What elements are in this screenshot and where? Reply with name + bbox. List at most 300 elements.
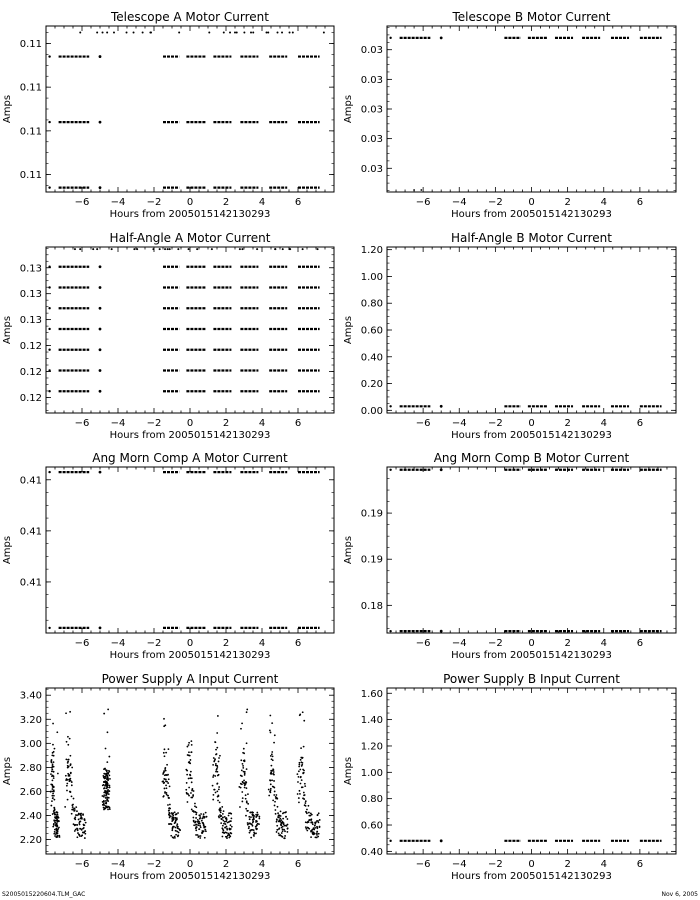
data-point	[190, 759, 192, 761]
data-point	[225, 831, 227, 833]
data-point	[166, 764, 168, 766]
data-point	[164, 748, 166, 750]
x-tick-label: 4	[600, 638, 607, 649]
data-point	[221, 836, 223, 838]
data-point	[85, 822, 87, 824]
data-point	[226, 829, 228, 831]
data-point	[318, 822, 320, 824]
data-point	[283, 829, 285, 831]
y-tick-label: 0.13	[19, 289, 42, 301]
data-point	[223, 810, 225, 812]
data-point	[52, 813, 54, 815]
data-point	[99, 55, 102, 58]
data-point	[227, 835, 229, 837]
x-tick-label: 2	[222, 638, 230, 649]
data-point	[242, 767, 244, 769]
data-point	[244, 771, 246, 773]
data-point	[275, 794, 277, 796]
data-point	[258, 816, 260, 818]
data-point	[289, 248, 291, 250]
data-points	[48, 32, 324, 189]
data-point	[54, 831, 56, 833]
data-point	[301, 765, 303, 767]
data-point	[99, 307, 102, 310]
data-point	[164, 724, 166, 726]
data-point	[105, 784, 107, 786]
data-point	[311, 814, 313, 816]
y-tick-label: 3.20	[19, 714, 42, 726]
data-point	[136, 248, 138, 250]
data-point	[163, 752, 165, 754]
data-point	[255, 816, 257, 818]
data-point	[282, 248, 284, 250]
data-point	[276, 798, 278, 800]
data-point	[319, 826, 321, 828]
data-point	[53, 807, 55, 809]
data-point	[256, 828, 258, 830]
x-tick-label: −6	[74, 418, 90, 429]
data-point	[74, 818, 76, 820]
data-point	[78, 814, 80, 816]
chart-title: Half-Angle A Motor Current	[109, 231, 271, 245]
x-tick-label: 2	[564, 418, 571, 429]
data-point	[253, 835, 255, 837]
data-point	[51, 769, 53, 771]
data-point	[304, 785, 306, 787]
data-point	[246, 742, 248, 744]
data-point	[270, 765, 272, 767]
data-point	[72, 804, 74, 806]
data-point	[220, 810, 222, 812]
data-point	[69, 755, 71, 757]
data-point	[217, 771, 219, 773]
data-point	[313, 833, 315, 835]
data-point	[174, 837, 176, 839]
chart-title: Ang Morn Comp A Motor Current	[92, 451, 288, 465]
data-point	[217, 782, 219, 784]
data-point	[257, 814, 259, 816]
y-axis-label: Amps	[2, 535, 13, 565]
data-point	[241, 769, 243, 771]
data-points	[389, 839, 661, 842]
data-point	[277, 812, 279, 814]
data-point	[247, 793, 249, 795]
data-point	[310, 836, 312, 838]
y-tick-label: 0.03	[360, 104, 383, 116]
data-point	[199, 815, 201, 817]
data-point	[299, 762, 301, 764]
data-point	[230, 813, 232, 815]
data-point	[323, 32, 325, 34]
y-tick-label: 1.20	[360, 245, 383, 257]
data-point	[212, 785, 214, 787]
data-points	[48, 471, 319, 630]
data-point	[230, 833, 232, 835]
data-point	[78, 819, 80, 821]
data-point	[194, 803, 196, 805]
x-tick-label: 4	[258, 859, 266, 870]
data-point	[303, 746, 305, 748]
data-point	[212, 776, 214, 778]
data-point	[440, 839, 443, 842]
data-point	[67, 779, 69, 781]
x-tick-label: −4	[451, 859, 467, 870]
data-point	[176, 823, 178, 825]
data-point	[190, 792, 192, 794]
data-point	[224, 816, 226, 818]
plot-frame	[387, 26, 676, 192]
data-point	[271, 722, 273, 724]
data-point	[215, 769, 217, 771]
data-point	[226, 837, 228, 839]
y-tick-label: 0.12	[19, 341, 42, 353]
y-tick-label: 0.60	[360, 820, 383, 832]
x-tick-label: 0	[186, 418, 194, 429]
plot-frame	[387, 247, 676, 413]
data-point	[165, 784, 167, 786]
data-point	[106, 770, 108, 772]
data-point	[241, 775, 243, 777]
data-point	[244, 760, 246, 762]
data-point	[272, 773, 274, 775]
data-point	[172, 815, 174, 817]
data-point	[270, 783, 272, 785]
data-point	[107, 776, 109, 778]
y-axis-label: Amps	[2, 315, 13, 345]
data-point	[77, 832, 79, 834]
data-point	[75, 806, 77, 808]
data-point	[234, 32, 236, 34]
data-point	[52, 744, 54, 746]
data-point	[56, 731, 58, 733]
data-point	[281, 32, 283, 34]
data-point	[269, 780, 271, 782]
data-point	[53, 812, 55, 814]
data-point	[50, 805, 52, 807]
data-point	[231, 826, 233, 828]
data-point	[203, 825, 205, 827]
chart-panel-8	[343, 672, 676, 882]
data-point	[173, 818, 175, 820]
data-point	[215, 741, 217, 743]
data-point	[175, 834, 177, 836]
data-point	[104, 768, 106, 770]
data-point	[191, 809, 193, 811]
data-point	[103, 713, 105, 715]
data-point	[65, 758, 67, 760]
data-point	[109, 778, 111, 780]
data-point	[187, 746, 189, 748]
data-point	[257, 823, 259, 825]
data-point	[251, 823, 253, 825]
data-point	[105, 748, 107, 750]
data-point	[69, 779, 71, 781]
y-tick-label: 2.20	[19, 835, 42, 847]
data-point	[105, 800, 107, 802]
data-point	[200, 835, 202, 837]
data-point	[250, 816, 252, 818]
data-point	[316, 832, 318, 834]
data-point	[218, 817, 220, 819]
x-tick-label: 4	[258, 418, 266, 429]
data-point	[253, 829, 255, 831]
data-point	[199, 817, 201, 819]
data-point	[188, 787, 190, 789]
data-point	[208, 32, 210, 34]
data-point	[274, 805, 276, 807]
data-point	[133, 248, 135, 250]
data-point	[195, 827, 197, 829]
data-point	[189, 755, 191, 757]
data-point	[301, 779, 303, 781]
data-point	[80, 828, 82, 830]
data-point	[314, 827, 316, 829]
data-point	[164, 248, 166, 250]
data-point	[96, 32, 98, 34]
data-point	[162, 780, 164, 782]
x-tick-label: −6	[74, 638, 90, 649]
y-tick-label: 0.19	[360, 554, 383, 566]
data-point	[50, 790, 52, 792]
data-point	[252, 812, 254, 814]
data-point	[217, 800, 219, 802]
data-points	[50, 709, 321, 840]
x-axis-label: Hours from 2005015142130293	[109, 871, 271, 882]
data-point	[222, 813, 224, 815]
x-tick-label: 6	[636, 418, 644, 429]
y-tick-label: 0.11	[19, 82, 42, 94]
data-point	[284, 830, 286, 832]
data-point	[188, 744, 190, 746]
footer-filename: S2005015220604.TLM_GAC	[2, 891, 86, 898]
data-point	[213, 774, 215, 776]
data-point	[107, 809, 109, 811]
data-point	[186, 774, 188, 776]
data-point	[270, 788, 272, 790]
data-point	[55, 833, 57, 835]
data-point	[67, 773, 69, 775]
data-point	[302, 248, 304, 250]
x-tick-label: 4	[600, 418, 607, 429]
data-point	[205, 812, 207, 814]
data-point	[250, 837, 252, 839]
data-point	[248, 816, 250, 818]
data-point	[218, 757, 220, 759]
data-point	[252, 825, 254, 827]
data-point	[246, 810, 248, 812]
y-axis-label: Amps	[2, 94, 13, 124]
data-point	[215, 792, 217, 794]
x-tick-label: 4	[600, 197, 607, 208]
data-point	[226, 826, 228, 828]
data-point	[83, 832, 85, 834]
data-point	[67, 736, 69, 738]
data-point	[74, 810, 76, 812]
data-point	[306, 830, 308, 832]
data-point	[270, 755, 272, 757]
data-point	[189, 774, 191, 776]
data-point	[48, 390, 50, 392]
data-point	[270, 770, 272, 772]
data-point	[317, 814, 319, 816]
data-point	[77, 828, 79, 830]
data-point	[282, 828, 284, 830]
data-point	[420, 189, 422, 191]
data-point	[193, 790, 195, 792]
plot-frame	[387, 688, 676, 854]
data-point	[73, 807, 75, 809]
data-point	[105, 803, 107, 805]
chart-title: Telescope A Motor Current	[111, 10, 269, 24]
data-point	[274, 734, 276, 736]
data-point	[300, 759, 302, 761]
data-point	[255, 821, 257, 823]
data-point	[245, 798, 247, 800]
data-point	[253, 818, 255, 820]
data-point	[278, 817, 280, 819]
data-point	[286, 831, 288, 833]
data-point	[310, 818, 312, 820]
data-point	[167, 804, 169, 806]
data-point	[164, 768, 166, 770]
data-point	[103, 801, 105, 803]
data-point	[303, 798, 305, 800]
data-point	[169, 785, 171, 787]
x-tick-label: 0	[186, 197, 194, 208]
y-tick-label: 0.41	[19, 526, 42, 538]
data-point	[240, 787, 242, 789]
x-tick-label: 2	[564, 197, 571, 208]
y-tick-label: 0.19	[360, 508, 383, 520]
data-point	[216, 766, 218, 768]
data-point	[71, 813, 73, 815]
plot-frame	[46, 26, 334, 192]
data-point	[317, 248, 319, 250]
data-point	[48, 55, 50, 57]
data-point	[316, 834, 318, 836]
data-point	[108, 787, 110, 789]
data-point	[48, 369, 50, 371]
data-point	[84, 833, 86, 835]
data-point	[299, 793, 301, 795]
chart-panel-4	[343, 231, 676, 441]
chart-title: Ang Morn Comp B Motor Current	[433, 451, 630, 465]
data-point	[216, 790, 218, 792]
data-point	[272, 768, 274, 770]
data-point	[282, 826, 284, 828]
data-point	[57, 813, 59, 815]
data-point	[191, 781, 193, 783]
data-point	[170, 835, 172, 837]
data-point	[99, 369, 102, 372]
data-point	[280, 824, 282, 826]
data-point	[69, 711, 71, 713]
x-tick-label: −2	[488, 859, 503, 870]
x-tick-label: 0	[528, 859, 535, 870]
data-point	[300, 776, 302, 778]
data-point	[236, 32, 238, 34]
data-point	[191, 751, 193, 753]
data-point	[76, 836, 78, 838]
data-point	[297, 793, 299, 795]
data-point	[165, 780, 167, 782]
data-point	[164, 788, 166, 790]
data-point	[300, 783, 302, 785]
data-point	[74, 248, 76, 250]
data-point	[284, 837, 286, 839]
data-point	[244, 773, 246, 775]
data-point	[84, 837, 86, 839]
data-point	[218, 786, 220, 788]
data-point	[107, 778, 109, 780]
data-point	[66, 785, 68, 787]
data-point	[256, 812, 258, 814]
data-point	[65, 712, 67, 714]
plot-frame	[46, 688, 334, 854]
y-axis-label: Amps	[2, 756, 13, 786]
data-point	[53, 771, 55, 773]
data-point	[188, 248, 190, 250]
data-point	[51, 759, 53, 761]
chart-title: Power Supply A Input Current	[101, 672, 279, 686]
data-point	[272, 759, 274, 761]
chart-title: Power Supply B Input Current	[443, 672, 620, 686]
data-point	[276, 829, 278, 831]
x-tick-label: −6	[74, 859, 90, 870]
data-point	[196, 248, 198, 250]
data-point	[84, 819, 86, 821]
x-tick-label: 6	[294, 859, 302, 870]
data-point	[108, 797, 110, 799]
y-tick-label: 0.11	[19, 38, 42, 50]
data-point	[52, 779, 54, 781]
y-axis-label: Amps	[343, 535, 354, 565]
data-point	[107, 709, 109, 711]
data-point	[103, 794, 105, 796]
data-point	[316, 826, 318, 828]
data-point	[282, 821, 284, 823]
x-tick-label: −2	[488, 418, 503, 429]
data-point	[175, 827, 177, 829]
data-point	[413, 189, 415, 191]
data-point	[163, 718, 165, 720]
data-point	[225, 823, 227, 825]
data-point	[222, 825, 224, 827]
x-tick-label: −6	[415, 418, 431, 429]
x-tick-label: 0	[528, 418, 535, 429]
data-point	[240, 728, 242, 730]
data-point	[99, 626, 102, 629]
data-point	[274, 248, 276, 250]
data-point	[245, 783, 247, 785]
data-point	[204, 837, 206, 839]
data-point	[230, 818, 232, 820]
data-point	[302, 711, 304, 713]
data-point	[53, 824, 55, 826]
y-tick-label: 0.11	[19, 126, 42, 138]
data-point	[106, 796, 108, 798]
data-point	[163, 778, 165, 780]
data-point	[171, 829, 173, 831]
x-tick-label: 6	[294, 638, 302, 649]
data-point	[50, 773, 52, 775]
data-point	[80, 835, 82, 837]
data-point	[317, 836, 319, 838]
data-point	[163, 771, 165, 773]
data-point	[220, 822, 222, 824]
data-point	[48, 627, 50, 629]
data-point	[71, 781, 73, 783]
